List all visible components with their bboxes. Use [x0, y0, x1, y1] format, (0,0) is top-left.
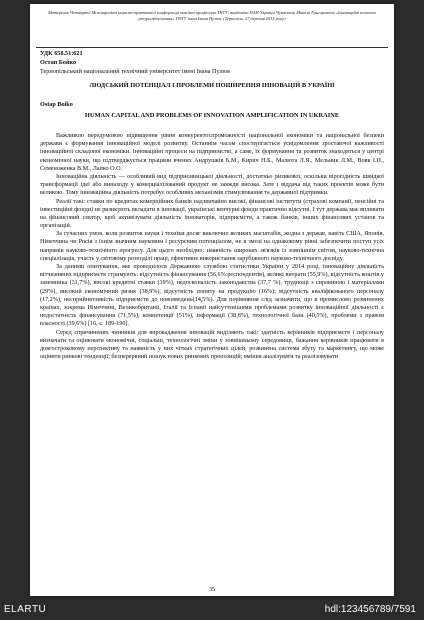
- document-page: [30, 4, 394, 596]
- article-title-ua: ЛЮДСЬКИЙ ПОТЕНЦІАЛ І ПРОБЛЕМИ ПОШИРЕННЯ ІННОВАЦІЙ В УКРАЇНІ: [89, 82, 335, 89]
- article-body: [40, 132, 384, 361]
- author-name-ua: Остап Бойко: [40, 59, 77, 66]
- body-paragraph: За даними опитування, яке проводилося Державною службою статистики України у 2014 році, інноваційну діяльність вітчизняних підприємств стримують: відсутність фінансування (56,6% респондентів), великі витрати (55,9%), відсутність коштів у замовника (31,7%), високі кредитні ставки (39%), недосконалість законодавства (37,7 %), труднощі з сировиною і матеріалами (29%), високий економічний ризик (38,9%), відсутність попиту на продукцію (16%); відсутність кваліфікованого персоналу (17,2%), несприйнятливість підприємств до нововведень(14,5%). Для порівняння слід зазначити, що в промислово розвинених країнах, зокрема Німеччині, Великобританії, Італії та Іспанії найсуттєвішими проблемами розвитку інноваційної діяльності є недостатність фінансування (71,5%), компетенції (51%), інформації (38,8%), технологічної бази (40,5%), проблеми з правом власності (39,6%) [16, с. 189-190].: [40, 264, 384, 328]
- header-divider: [36, 47, 388, 48]
- udc-code: УДК 658.51:621: [40, 50, 83, 57]
- page-number: 35: [208, 586, 216, 593]
- body-paragraph: Серед спричинених чинників для впровадження інновацій виділяють такі: здатність керівників підприємств і персоналу визначати та оцінювати економічні, соціальні, технологічні зміни у зовнішньому середовищі, бажання керівників працювати в довгостроковому перспективу та наявність у них чітких стратегічних цілей, розвинена система збуту та маркетингу, що може оцінити ринкові тенденції; безперервний пошук нових ринкових пропозицій; вміння аналізувати та реалізовувати: [40, 329, 384, 361]
- body-paragraph: За сучасних умов, коли розвиток науки і техніки досяг виключно великих масштабів, жодна з держав, навіть США, Японія, Німеччина чи Росія з їхнім значним науковим і ресурсним потенціалом, не в змозі на однаковому рівні забезпечити поступ усіх напрямів науково-технічного прогресу. Для цього необхідно: наявність широких зв'язків із зовнішнім світом, науково-технічна спеціалізація, участь у світовому розподілі праці, ефективне використання зарубіжного науково-технічного досвіду.: [40, 231, 384, 262]
- body-paragraph: Інноваційна діяльність — особливий вид підприємницької діяльності, достатньо ризикової, оскільки вірогідність швидкої трансформації ідеї або винаходу у комерціалізований продукт не завжди висока. Зате і віддача від таких проектів може бути великою. Тому інноваційна діяльність потребує особливих механізмів стимулювання та державної підтримки.: [40, 173, 384, 197]
- author-name-en: Ostap Boiko: [40, 101, 73, 108]
- author-affiliation: Тернопільський національний технічний університет імені Івана Пулюя: [40, 68, 230, 75]
- article-title-en: HUMAN CAPITAL AND PROBLEMS OF INNOVATION AMPLIFICATION IN UKRAINE: [84, 112, 340, 119]
- handle-identifier: hdl:123456789/7591: [324, 604, 416, 615]
- repository-label: ELARTU: [4, 604, 47, 615]
- body-paragraph: Важливою передумовою підвищення рівня конкурентоспроможності національної економіки та національної безпеки держави є формування інноваційної моделі розвитку. Останнім часом спостерігається усвідомлення зростаючої важливості інноваційної складової економіки. Інноваційні процеси на підприємстві, а саме, їх формування та розвиток знаходяться у центрі економічної науки, що підтверджується працями вчених Андрушків Б.М., Кирич Н.Б., Малюта Л.Я., Мельник Л.М., Вовк І.П., Семеноженка В.М., Лапко О.О.: [40, 133, 384, 172]
- conference-header: Матеріали Четвертої Міжнародної науково-практичної конференції пам'яті професора ТНТУ, академіка НАН України Чуваєвича Миколи Григоровича «Інноваційні аспекти ресурсозберігання» ТНТУ імені Івана Пулюя. (Тернопіль, 27 березня 2015 року): [48, 10, 376, 21]
- body-paragraph: Реалії такі: ставки по кредитах комерційних банків надзвичайно високі, фінансові інститути (страхові компанії, пенсійні та інвестиційні фонди) не ризикують вкладати в інновації, українські венчурні фонди практично відсутні. І тут держава має впливати на фінансовий сектор, щоб активізувати діяльність інноваторів, підприємств, а також банків, інших фінансових установ та організацій.: [40, 198, 384, 230]
